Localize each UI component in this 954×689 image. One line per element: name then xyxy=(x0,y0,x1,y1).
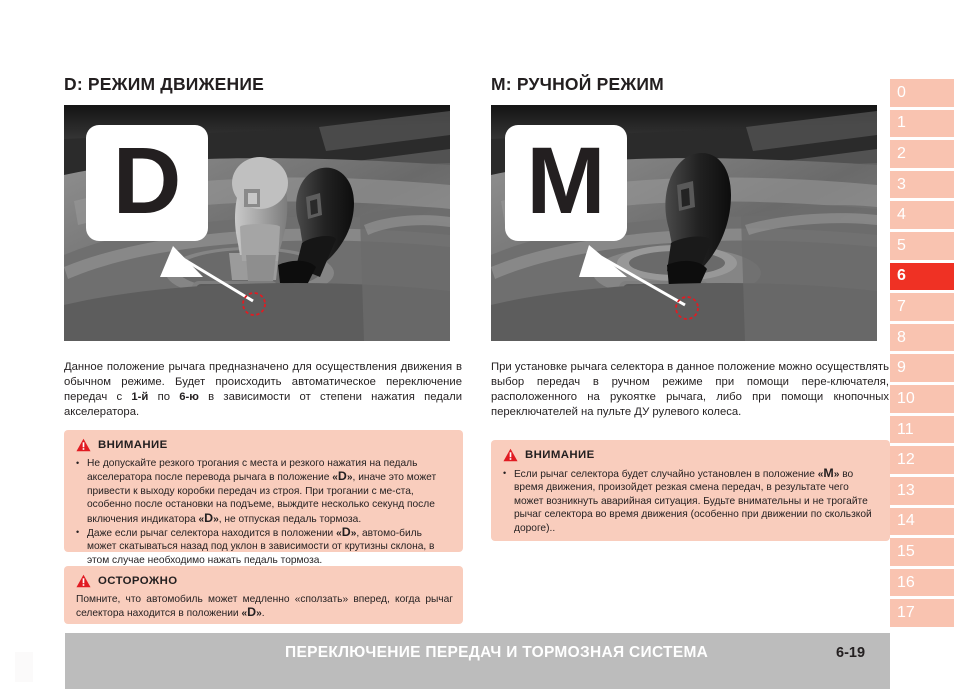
warning-items-list xyxy=(74,457,453,567)
index-tab-15[interactable] xyxy=(890,538,954,566)
warning-item: • Если рычаг селектора будет случайно установлен в положение «M» во время движения, произойдет резкая смена передач, в результате чего может возникнуть аварийная ситуация. Будьте внимательны и не трогайте рычаг селектора во время движения (особенно при движении по скользкой дороге).. xyxy=(501,467,880,535)
index-tab-label: 2 xyxy=(897,145,906,163)
index-tab-4[interactable] xyxy=(890,201,954,229)
warning-header xyxy=(76,574,453,588)
index-tab-0[interactable] xyxy=(890,79,954,107)
index-tab-10[interactable] xyxy=(890,385,954,413)
chapter-index-tabs xyxy=(890,79,954,630)
photo-illustration-left xyxy=(64,105,450,341)
index-tab-label: 9 xyxy=(897,359,906,377)
page-footer xyxy=(65,633,890,689)
warning-items-list xyxy=(501,467,880,535)
section-heading-left: D: РЕЖИМ ДВИЖЕНИЕ xyxy=(64,74,264,94)
index-tab-13[interactable] xyxy=(890,477,954,505)
index-tab-label: 17 xyxy=(897,604,915,622)
index-tab-label: 3 xyxy=(897,175,906,193)
warning-paragraph: Помните, что автомобиль может медленно «сползать» вперед, когда рычаг селектора находится в положении «D». xyxy=(76,594,453,620)
index-tab-17[interactable] xyxy=(890,599,954,627)
footer-chapter-title: ПЕРЕКЛЮЧЕНИЕ ПЕРЕДАЧ И ТОРМОЗНАЯ СИСТЕМА xyxy=(285,644,709,661)
index-tab-label: 13 xyxy=(897,481,915,499)
index-tab-label: 6 xyxy=(897,267,906,285)
warning-triangle-icon xyxy=(76,574,91,588)
index-tab-3[interactable] xyxy=(890,171,954,199)
index-tab-12[interactable] xyxy=(890,446,954,474)
warning-title: ВНИМАНИЕ xyxy=(525,449,595,461)
index-tab-label: 5 xyxy=(897,236,906,254)
index-tab-label: 14 xyxy=(897,512,915,530)
warning-title: ОСТОРОЖНО xyxy=(98,575,178,587)
corner-registration-mark xyxy=(15,652,33,682)
index-tab-label: 16 xyxy=(897,573,915,591)
index-tab-5[interactable] xyxy=(890,232,954,260)
index-tab-label: 4 xyxy=(897,206,906,224)
index-tab-label: 12 xyxy=(897,451,915,469)
gear-selector-photo-left xyxy=(64,105,450,341)
index-tab-8[interactable] xyxy=(890,324,954,352)
footer-page-number: 6-19 xyxy=(836,645,866,661)
warning-item: • Даже если рычаг селектора находится в положении «D», автомо-биль может скатываться назад под уклон в зависимости от крутизны склона, в этом случае необходимо нажать педаль тормоза. xyxy=(74,526,453,567)
index-tab-7[interactable] xyxy=(890,293,954,321)
index-tab-label: 0 xyxy=(897,83,906,101)
index-tab-1[interactable] xyxy=(890,110,954,138)
svg-text:D: D xyxy=(112,128,182,234)
warning-item: • Не допускайте резкого трогания с места и резкого нажатия на педаль акселератора после перевода рычага в положение «D», иначе это может привести к выходу коробки передач из строя. При трогании с ме-ста, особенно после остановки на подъеме, выждите несколько секунд после включения индикатора «D», не отпуская педаль тормоза. xyxy=(74,457,453,526)
index-tab-2[interactable] xyxy=(890,140,954,168)
index-tab-11[interactable] xyxy=(890,416,954,444)
body-paragraph-left: Данное положение рычага предназначено для осуществления движения в обычном режиме. Будет происходить автоматическое переключение передач с 1-й по 6-ю в зависимости от степени нажатия педали акселератора. xyxy=(64,361,463,419)
body-paragraph-right: При установке рычага селектора в данное положение можно осуществлять выбор передач в ручном режиме при помощи пере-ключателя, расположенного на рукоятке рычага, либо при помощи кнопочных переключателей на пульте ДУ рулевого колеса. xyxy=(491,361,889,419)
index-tab-label: 11 xyxy=(897,420,914,438)
warning-header xyxy=(503,448,880,462)
photo-illustration-right xyxy=(491,105,877,341)
section-heading-right: M: РУЧНОЙ РЕЖИМ xyxy=(491,74,664,94)
index-tab-label: 10 xyxy=(897,389,915,407)
index-tab-16[interactable] xyxy=(890,569,954,597)
index-tab-label: 7 xyxy=(897,298,906,316)
warning-triangle-icon xyxy=(76,438,91,452)
index-tab-label: 1 xyxy=(897,114,906,132)
gear-selector-photo-right xyxy=(491,105,877,341)
index-tab-9[interactable] xyxy=(890,354,954,382)
warning-header xyxy=(76,438,453,452)
index-tab-6[interactable] xyxy=(890,263,954,291)
warning-title: ВНИМАНИЕ xyxy=(98,439,168,451)
svg-text:M: M xyxy=(526,128,606,234)
index-tab-label: 15 xyxy=(897,542,915,560)
warning-box-attention-right xyxy=(491,440,890,541)
index-tab-14[interactable] xyxy=(890,508,954,536)
warning-box-attention-left xyxy=(64,430,463,566)
warning-box-caution-left xyxy=(64,566,463,624)
index-tab-label: 8 xyxy=(897,328,906,346)
warning-triangle-icon xyxy=(503,448,518,462)
